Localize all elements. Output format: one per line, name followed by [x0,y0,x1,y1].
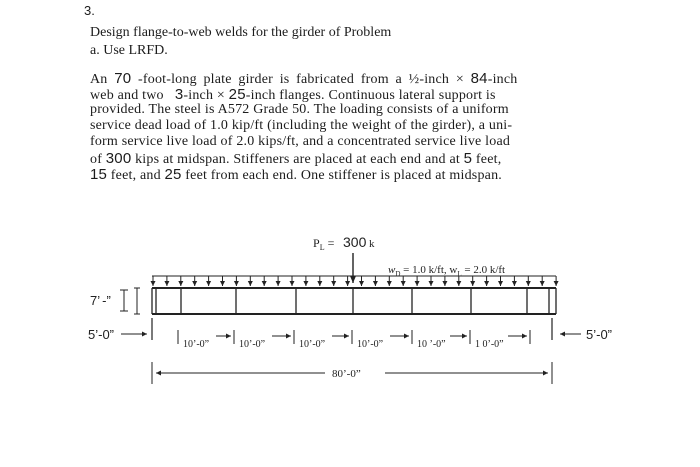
spacing-label: 10’-0” [299,339,326,350]
flange-width-value: 25 [228,86,246,103]
spacing-label: 1 0’-0” [475,339,504,350]
stiffener-location-3: 25 [164,166,182,183]
spacing-label: 10’-0” [357,339,384,350]
distributed-load-arrows [152,276,556,286]
text-segment: An [90,72,108,87]
distributed-load-label: $w_D = 1.0$ k/ft, $w_L = 2.0$ k/ft [388,264,506,278]
point-load-label: $P_L$ = [313,236,335,252]
statement-line-4: service dead load of 1.0 kip/ft (including the weight of the girder), a uni- [90,118,513,133]
text-segment: of [90,152,103,167]
text-segment: kips at midspan. Stiffeners are placed at each end and at [135,152,460,167]
overall-dim-label: 80’-0” [332,368,361,380]
text-segment: -inch [487,72,518,87]
overall-dimension [152,362,552,384]
text-segment: feet from each end. One stiffener is placed at midspan. [185,168,502,183]
problem-number: 3. [84,3,95,18]
stiffener-location-1: 5 [463,150,473,167]
point-load-value: 300 [343,234,367,250]
flange-thickness-value: 3 [174,86,184,103]
girder-length-value: 70 [114,70,132,87]
left-end-dim: 5’-0” [88,327,115,342]
stiffeners [152,288,556,314]
spacing-label: 10 ’-0” [417,339,446,350]
text-segment: -inch × [183,88,225,103]
problem-title: Design flange-to-web welds for the girder of Problem [90,25,392,40]
concentrated-load-value: 300 [105,150,132,167]
text-segment: -inch flanges. Continuous lateral support is [245,88,496,103]
web-depth-value: 84 [470,70,488,87]
web-thickness-value: ½-inch × [408,72,464,87]
right-end-dim: 5’-0” [586,327,613,342]
left-top-dim: 7’ -” [90,293,111,308]
spacing-label: 10’-0” [183,339,210,350]
girder [152,288,556,314]
stiffener-location-2: 15 [90,166,108,183]
text-segment: feet, [475,152,502,167]
text-segment: web and two [90,88,164,103]
text-segment: -foot-long plate girder is fabricated from a [138,72,402,87]
statement-line-3: provided. The steel is A572 Grade 50. The loading consists of a uniform [90,102,509,117]
spacing-label: 10’-0” [239,339,266,350]
stiffener-spacing-dims [178,330,530,350]
point-load-unit: k [369,238,375,250]
statement-line-5: form service live load of 2.0 kips/ft, and a concentrated service live load [90,134,511,149]
text-segment: feet, and [110,168,161,183]
problem-subpart: a. Use LRFD. [90,43,168,58]
